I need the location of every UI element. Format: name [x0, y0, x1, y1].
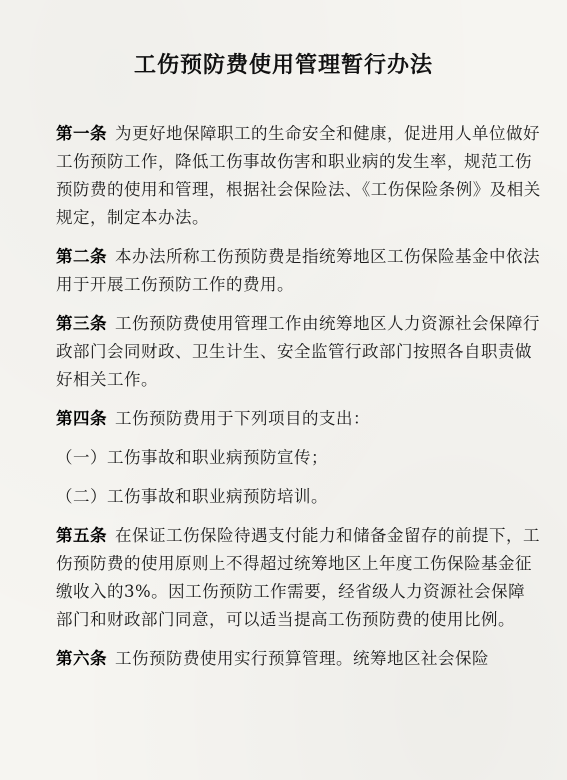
article-6 — [56, 645, 542, 673]
article-5 — [56, 522, 542, 634]
article-heading: 第一条 — [56, 124, 107, 143]
article-text: 工伤预防费用于下列项目的支出： — [115, 409, 370, 428]
article-1 — [56, 120, 542, 232]
article-4-item-1 — [56, 444, 542, 472]
article-heading: 第四条 — [56, 409, 107, 428]
article-4-item-2 — [56, 483, 542, 511]
item-text: （一）工伤事故和职业病预防宣传； — [56, 448, 328, 467]
item-text: （二）工伤事故和职业病预防培训。 — [56, 487, 328, 506]
article-heading: 第五条 — [56, 526, 107, 545]
article-text: 为更好地保障职工的生命安全和健康，促进用人单位做好工伤预防工作，降低工伤事故伤害和职业病的发生率，规范工伤预防费的使用和管理，根据社会保险法、《工伤保险条例》及相关规定，制定本办法。 — [56, 124, 541, 227]
article-3 — [56, 310, 542, 394]
article-text: 在保证工伤保险待遇支付能力和储备金留存的前提下，工伤预防费的使用原则上不得超过统筹地区上年度工伤保险基金征缴收入的3%。因工伤预防工作需要，经省级人力资源社会保障部门和财政部门同意，可以适当提高工伤预防费的使用比例。 — [56, 526, 540, 629]
article-2 — [56, 243, 542, 299]
article-text: 工伤预防费使用实行预算管理。统筹地区社会保险 — [115, 649, 489, 668]
document-title: 工伤预防费使用管理暂行办法 — [133, 52, 433, 78]
article-heading: 第二条 — [56, 247, 107, 266]
article-4 — [56, 405, 542, 433]
article-heading: 第六条 — [56, 649, 107, 668]
article-text: 工伤预防费使用管理工作由统筹地区人力资源社会保障行政部门会同财政、卫生计生、安全监管行政部门按照各自职责做好相关工作。 — [56, 314, 540, 389]
document-body — [56, 120, 542, 684]
article-heading: 第三条 — [56, 314, 107, 333]
article-text: 本办法所称工伤预防费是指统筹地区工伤保险基金中依法用于开展工伤预防工作的费用。 — [56, 247, 540, 294]
